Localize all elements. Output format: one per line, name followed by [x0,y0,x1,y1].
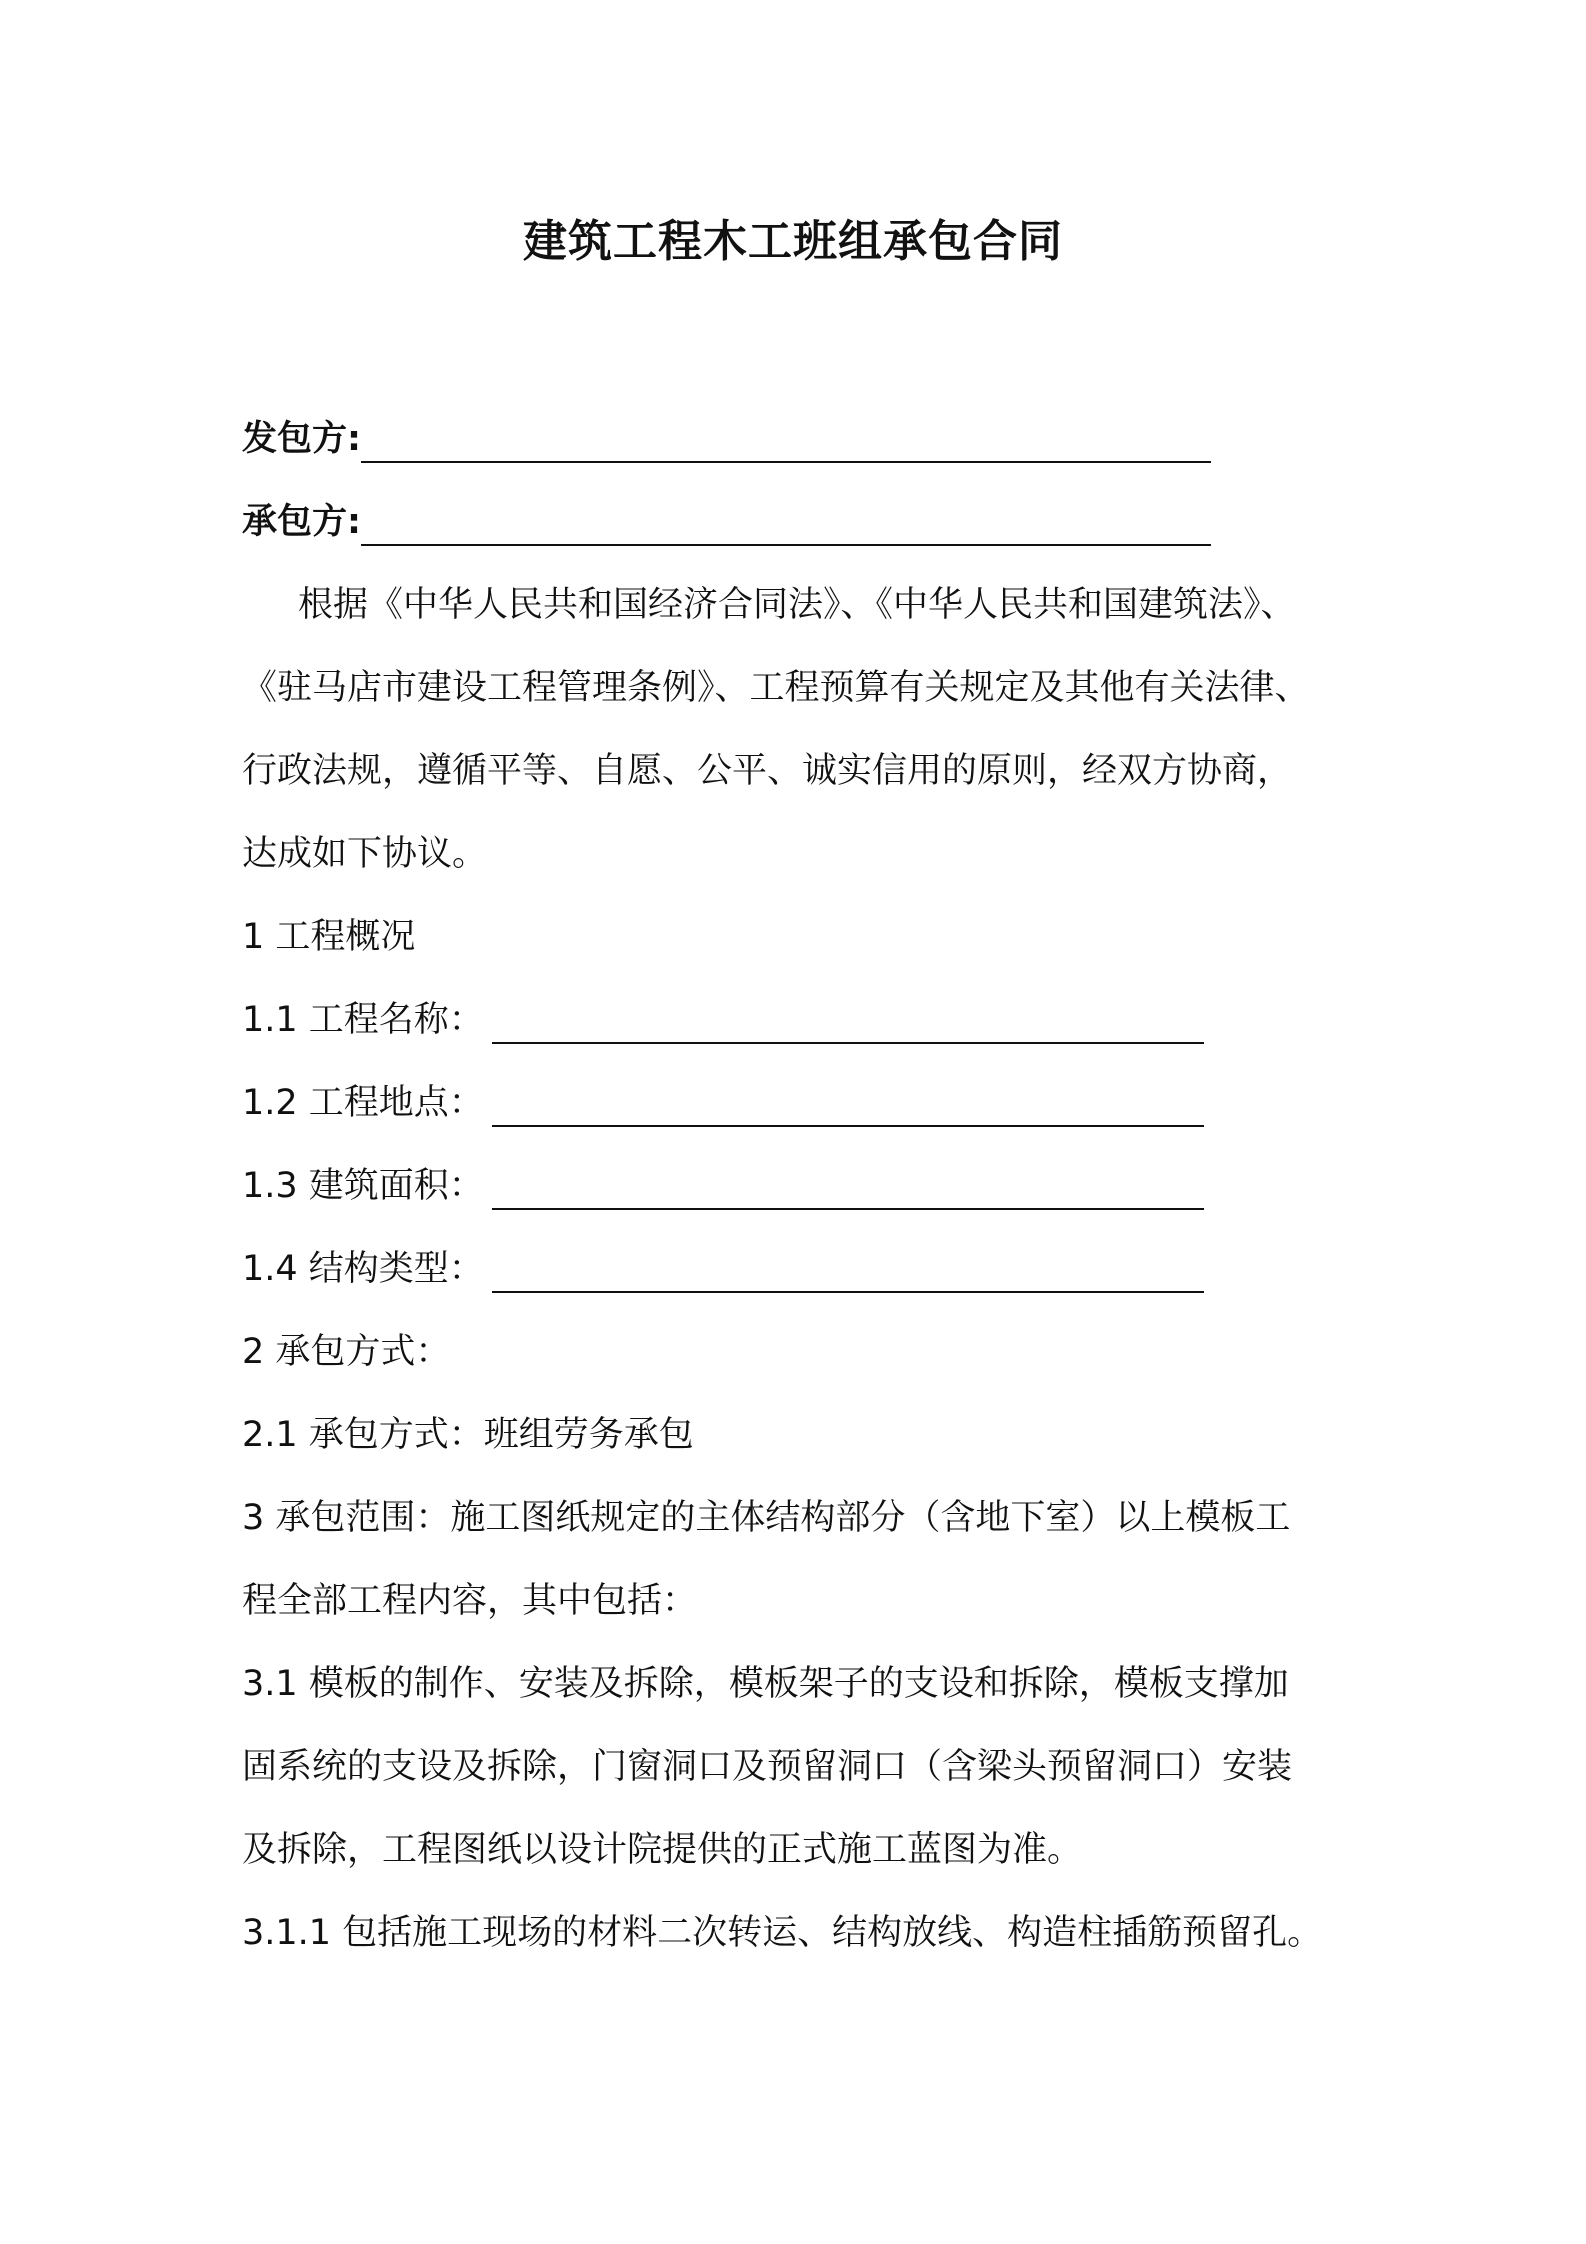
field-1-3-row [242,1162,1204,1210]
section-2-heading: 2 承包方式： [242,1332,451,1372]
field-1-3-label: 1.3 建筑面积： [242,1166,484,1206]
structure-type-blank-field[interactable] [492,1247,1204,1293]
document-title: 建筑工程木工班组承包合同 [523,216,1063,267]
item-3-1-line: 固系统的支设及拆除，门窗洞口及预留洞口（含梁头预留洞口）安装 [242,1747,1293,1787]
field-1-1-row [242,996,1204,1044]
party-b-row [242,498,1211,546]
party-b-blank-field[interactable] [361,500,1211,546]
project-location-blank-field[interactable] [492,1081,1204,1127]
section-3-line: 程全部工程内容，其中包括： [242,1581,698,1621]
party-a-row [242,415,1211,463]
section-1-heading: 1 工程概况 [242,917,416,957]
project-name-blank-field[interactable] [492,998,1204,1044]
preamble-line: 达成如下协议。 [242,834,488,874]
preamble-line: 行政法规，遵循平等、自愿、公平、诚实信用的原则，经双方协商， [242,751,1293,791]
building-area-blank-field[interactable] [492,1164,1204,1210]
field-1-1-label: 1.1 工程名称： [242,1000,484,1040]
item-3-1-line: 3.1 模板的制作、安装及拆除，模板架子的支设和拆除，模板支撑加 [242,1664,1289,1704]
field-1-2-label: 1.2 工程地点： [242,1083,484,1123]
section-3-line: 3 承包范围：施工图纸规定的主体结构部分（含地下室）以上模板工 [242,1498,1291,1538]
party-a-label: 发包方: [242,419,361,459]
item-2-1: 2.1 承包方式：班组劳务承包 [242,1415,694,1455]
field-1-4-label: 1.4 结构类型： [242,1249,484,1289]
field-1-2-row [242,1079,1204,1127]
item-3-1-1: 3.1.1 包括施工现场的材料二次转运、结构放线、构造柱插筋预留孔。 [242,1913,1323,1953]
party-a-blank-field[interactable] [361,417,1211,463]
field-1-4-row [242,1245,1204,1293]
party-b-label: 承包方: [242,502,361,542]
preamble-line: 《驻马店市建设工程管理条例》、工程预算有关规定及其他有关法律、 [242,668,1310,708]
preamble-line: 根据《中华人民共和国经济合同法》、《中华人民共和国建筑法》、 [298,585,1296,625]
item-3-1-line: 及拆除，工程图纸以设计院提供的正式施工蓝图为准。 [242,1830,1083,1870]
